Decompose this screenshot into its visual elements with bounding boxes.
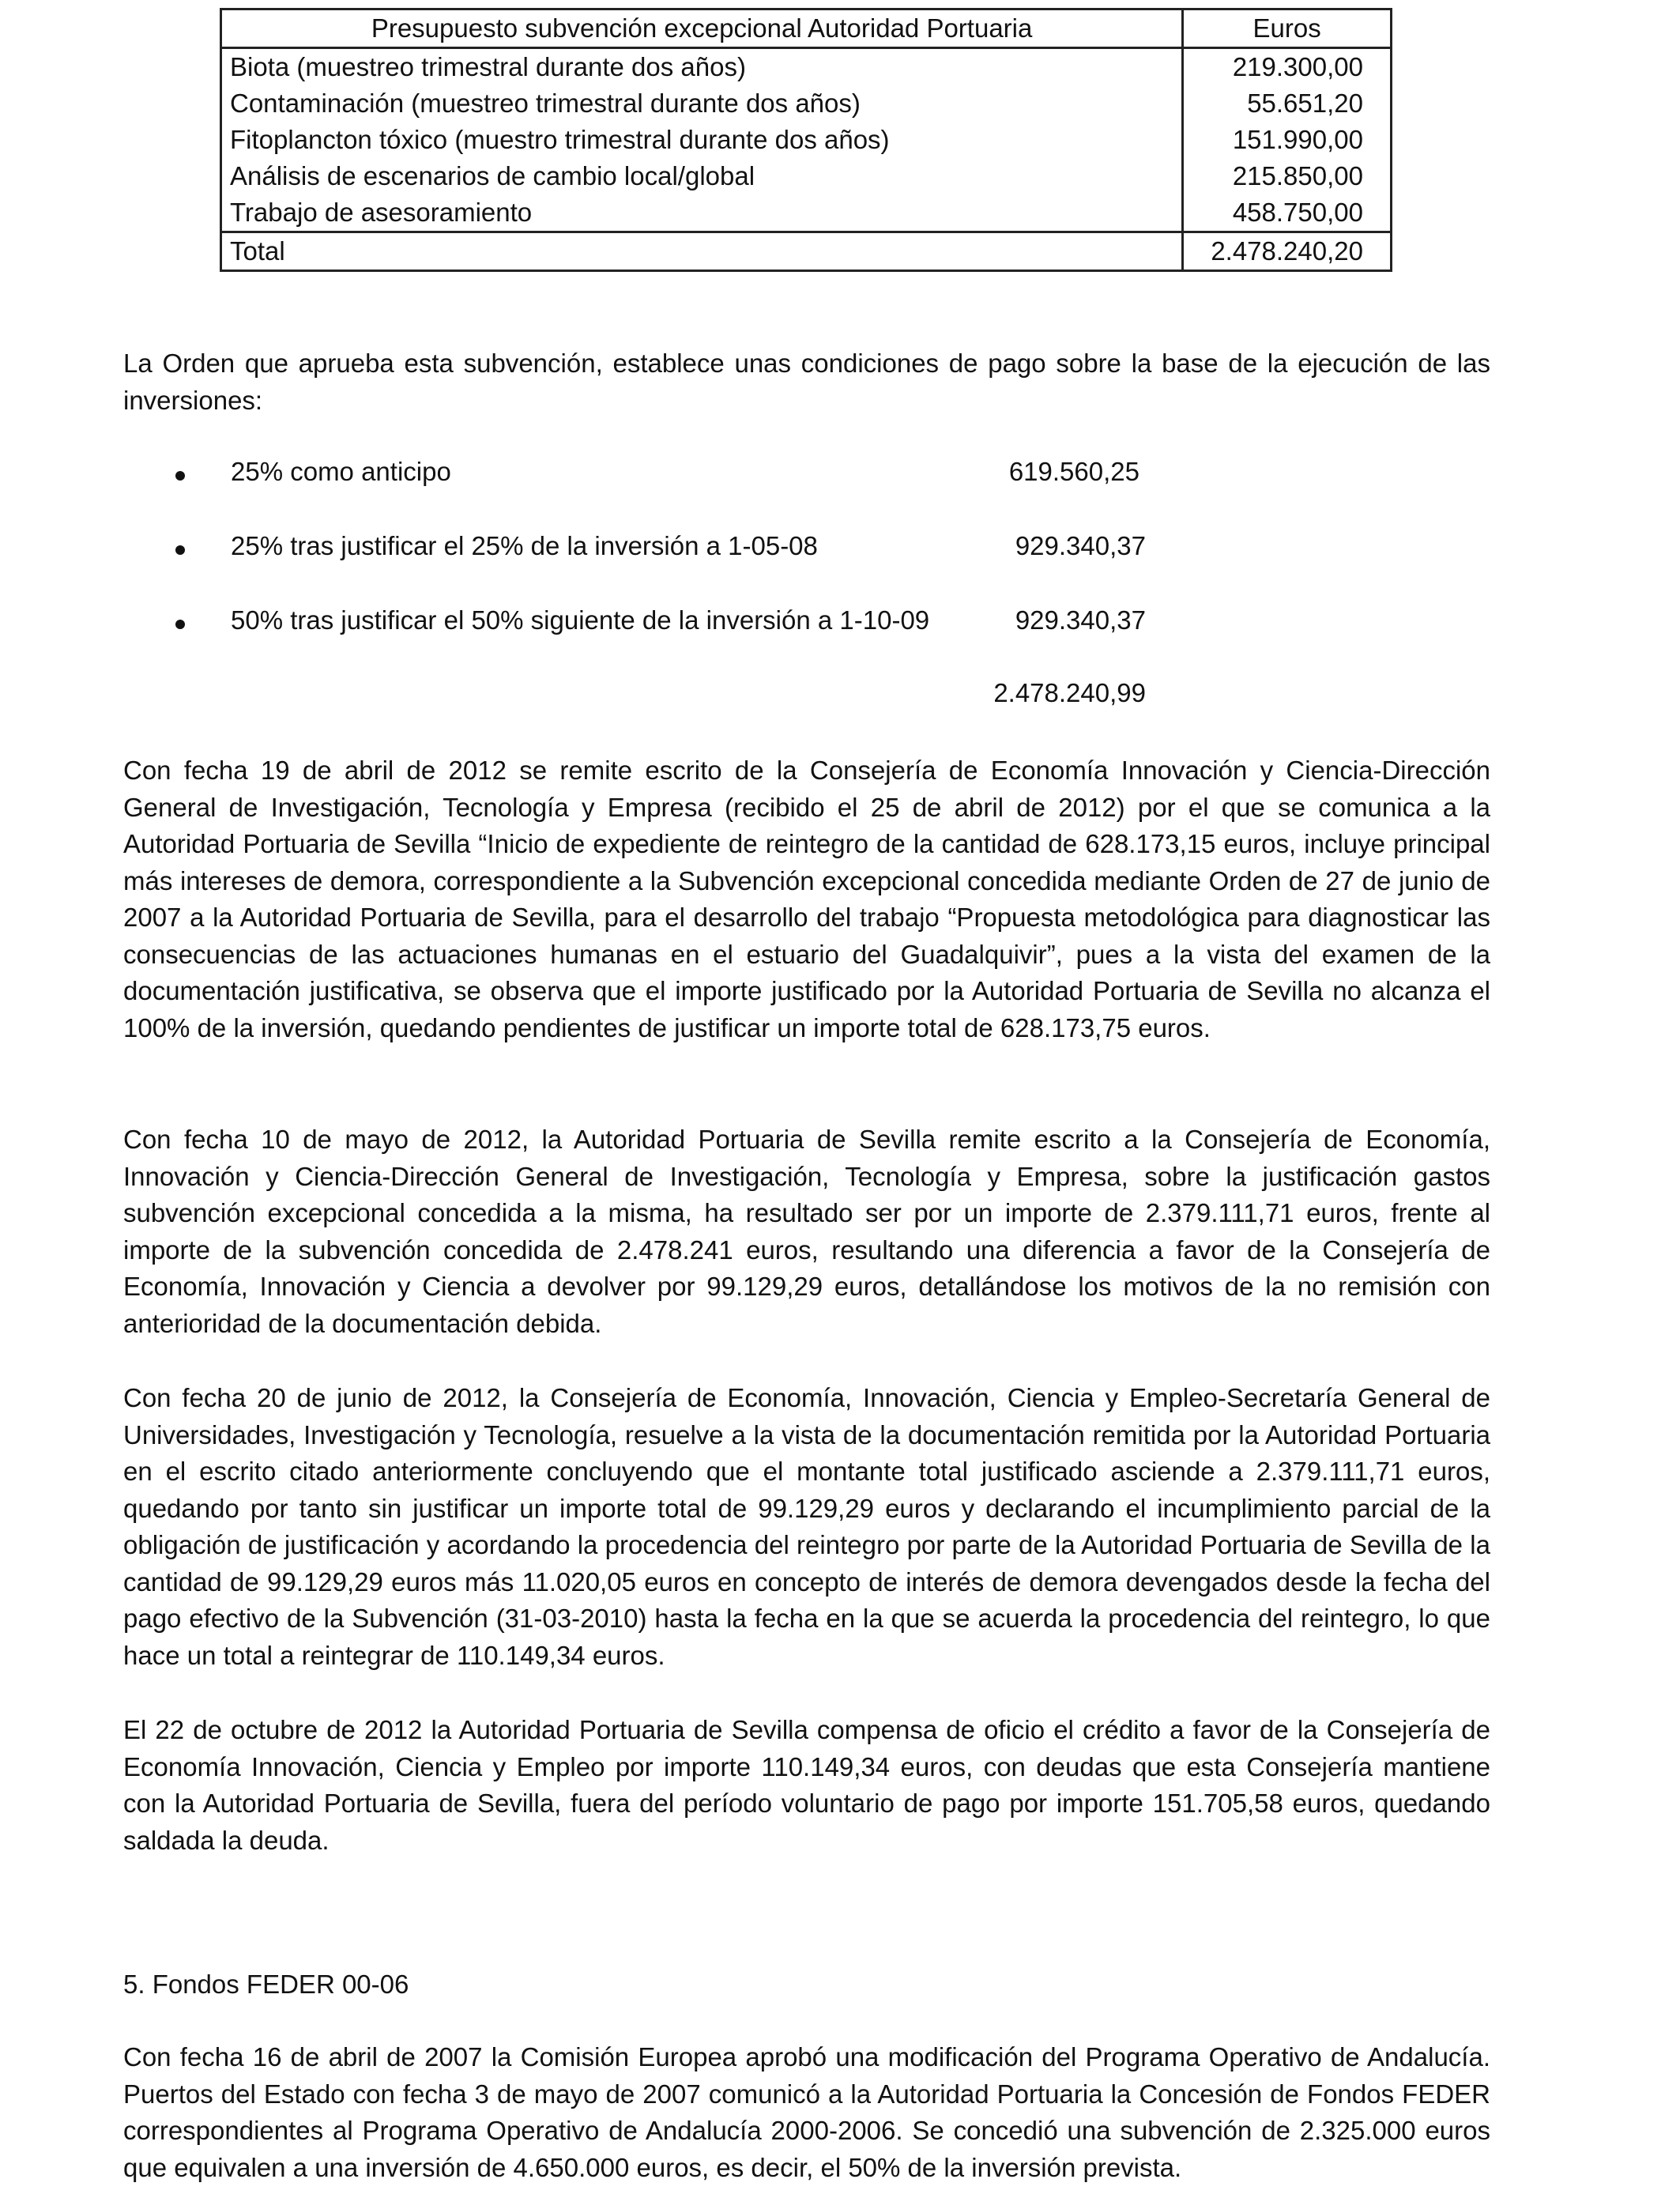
section-heading: 5. Fondos FEDER 00-06: [123, 1970, 409, 1999]
table-row: [221, 194, 1392, 232]
budget-concept: Biota (muestreo trimestral durante dos años): [221, 48, 1183, 86]
budget-amount: 219.300,00: [1183, 48, 1392, 86]
table-row: [221, 122, 1392, 158]
budget-concept: Trabajo de asesoramiento: [221, 194, 1183, 232]
payment-amount: 929.340,37: [1015, 531, 1146, 560]
table-row: [221, 48, 1392, 86]
bullet-icon: [175, 471, 185, 481]
paragraph-resolucion: Con fecha 20 de junio de 2012, la Consejería de Economía, Innovación, Ciencia y Empleo-Secretaría General de Universidades, Investigación y Tecnología, resuelve a la vista de la documentación remitida por la Autoridad Portuaria en el escrito citado anteriormente concluyendo que el montante total justificado asciende a 2.379.111,71 euros, quedando por tanto sin justificar un importe total de 99.129,29 euros y declarando el incumplimiento parcial de la obligación de justificación y acordando la procedencia del reintegro por parte de la Autoridad Portuaria de Sevilla de la cantidad de 99.129,29 euros más 11.020,05 euros en concepto de interés de demora devengados desde la fecha del pago efectivo de la Subvención (31-03-2010) hasta la fecha en la que se acuerda la procedencia del reintegro, lo que hace un total a reintegrar de 110.149,34 euros.: [123, 1383, 1490, 1670]
budget-amount: 151.990,00: [1183, 122, 1392, 158]
budget-header-row: [221, 9, 1392, 48]
bullet-icon: [175, 620, 185, 629]
payment-label: 25% como anticipo: [231, 457, 451, 486]
bullet-icon: [175, 545, 185, 555]
budget-header-concept: Presupuesto subvención excepcional Autoridad Portuaria: [221, 9, 1183, 48]
list-item: [0, 531, 1680, 567]
budget-total-row: [221, 232, 1392, 271]
budget-amount: 458.750,00: [1183, 194, 1392, 232]
paragraph-reintegro-inicio: Con fecha 19 de abril de 2012 se remite escrito de la Consejería de Economía Innovación y Ciencia-Dirección General de Investigación, Tecnología y Empresa (recibido el 25 de abril de 2012) por el que se comunica a la Autoridad Portuaria de Sevilla “Inicio de expediente de reintegro de la cantidad de 628.173,15 euros, incluye principal más intereses de demora, correspondiente a la Subvención excepcional concedida mediante Orden de 27 de junio de 2007 a la Autoridad Portuaria de Sevilla, para el desarrollo del trabajo “Propuesta metodológica para diagnosticar las consecuencias de las actuaciones humanas en el estuario del Guadalquivir”, pues a la vista del examen de la documentación justificativa, se observa que el importe justificado por la Autoridad Portuaria de Sevilla no alcanza el 100% de la inversión, quedando pendientes de justificar un importe total de 628.173,75 euros.: [123, 756, 1490, 1042]
payment-label: 50% tras justificar el 50% siguiente de la inversión a 1-10-09: [231, 605, 930, 635]
payment-amount: 619.560,25: [1008, 457, 1139, 486]
section-paragraph: Con fecha 16 de abril de 2007 la Comisión Europea aprobó una modificación del Programa Operativo de Andalucía. Puertos del Estado con fecha 3 de mayo de 2007 comunicó a la Autoridad Portuaria la Concesión de Fondos FEDER correspondientes al Programa Operativo de Andalucía 2000-2006. Se concedió una subvención de 2.325.000 euros que equivalen a una inversión de 4.650.000 euros, es decir, el 50% de la inversión prevista.: [123, 2042, 1490, 2182]
paragraph-compensacion: El 22 de octubre de 2012 la Autoridad Portuaria de Sevilla compensa de oficio el crédito a favor de la Consejería de Economía Innovación, Ciencia y Empleo por importe 110.149,34 euros, con deudas que esta Consejería mantiene con la Autoridad Portuaria de Sevilla, fuera del período voluntario de pago por importe 151.705,58 euros, quedando saldada la deuda.: [123, 1715, 1490, 1855]
budget-concept: Fitoplancton tóxico (muestro trimestral durante dos años): [221, 122, 1183, 158]
budget-amount: 215.850,00: [1183, 158, 1392, 194]
budget-total-label: Total: [221, 232, 1183, 271]
list-item: [0, 457, 1680, 493]
budget-amount: 55.651,20: [1183, 85, 1392, 122]
budget-concept: Contaminación (muestreo trimestral durante dos años): [221, 85, 1183, 122]
table-row: [221, 158, 1392, 194]
table-row: [221, 85, 1392, 122]
paragraph-justificacion: Con fecha 10 de mayo de 2012, la Autoridad Portuaria de Sevilla remite escrito a la Consejería de Economía, Innovación y Ciencia-Dirección General de Investigación, Tecnología y Empresa, sobre la justificación gastos subvención excepcional concedida a la misma, ha resultado ser por un importe de 2.379.111,71 euros, frente al importe de la subvención concedida de 2.478.241 euros, resultando una diferencia a favor de la Consejería de Economía, Innovación y Ciencia a devolver por 99.129,29 euros, detallándose los motivos de la no remisión con anterioridad de la documentación debida.: [123, 1125, 1490, 1338]
payment-amount: 929.340,37: [1015, 605, 1146, 635]
budget-header-amount: Euros: [1183, 9, 1392, 48]
budget-concept: Análisis de escenarios de cambio local/global: [221, 158, 1183, 194]
list-item: [0, 605, 1680, 642]
budget-table: [220, 8, 1392, 272]
intro-paragraph: La Orden que aprueba esta subvención, establece unas condiciones de pago sobre la base de la ejecución de las inversiones:: [123, 349, 1490, 415]
payment-label: 25% tras justificar el 25% de la inversión a 1-05-08: [231, 531, 818, 560]
payments-total: 2.478.240,99: [993, 678, 1146, 707]
budget-total-amount: 2.478.240,20: [1183, 232, 1392, 271]
